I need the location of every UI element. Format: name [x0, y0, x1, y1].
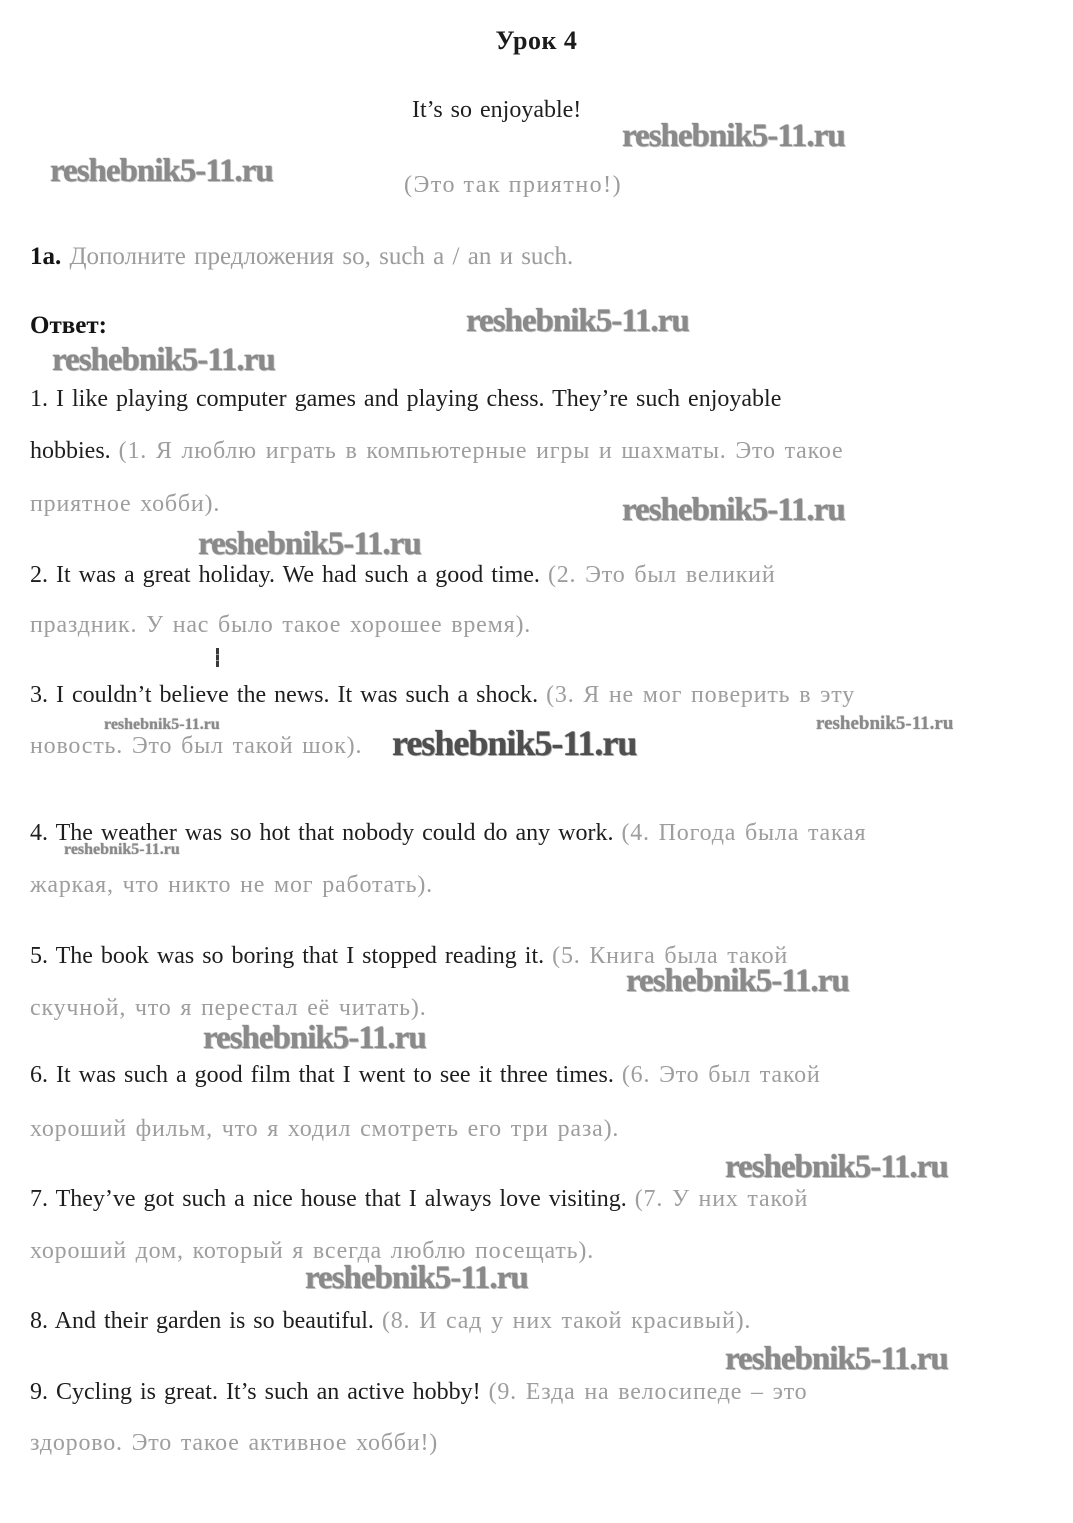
answer-item-6-line-2 [30, 1116, 619, 1143]
russian-translation: праздник. У нас было такое хорошее время). [30, 612, 532, 638]
answer-item-3-line-2 [30, 733, 362, 760]
task-instruction-text: Дополните предложения so, such a / an и such. [61, 243, 574, 270]
watermark: reshebnik5-11.ru [626, 963, 849, 999]
english-text: 3. I couldn’t believe the news. It was such a shock. [30, 682, 547, 708]
answer-item-9-line-1 [30, 1379, 807, 1406]
russian-translation: хороший фильм, что я ходил смотреть его три раза). [30, 1116, 620, 1142]
watermark: reshebnik5-11.ru [305, 1260, 528, 1296]
answer-item-9-line-2 [30, 1430, 438, 1457]
russian-translation: новость. Это был такой шок). [30, 733, 363, 759]
watermark: reshebnik5-11.ru [725, 1341, 948, 1377]
page-title: Урок 4 [495, 26, 578, 55]
task-instruction [30, 243, 573, 271]
russian-translation: (9. Езда на велосипеде – это [488, 1379, 808, 1405]
russian-translation: (8. И сад у них такой красивый). [381, 1308, 752, 1334]
english-text: 2. It was a great holiday. We had such a good time. [30, 562, 548, 588]
russian-translation: (2. Это был великий [547, 562, 776, 588]
task-number-label: 1a. [30, 243, 62, 270]
russian-translation: здорово. Это такое активное хобби!) [30, 1430, 439, 1456]
english-text: 1. I like playing computer games and playing chess. They’re such enjoyable [30, 386, 782, 412]
answer-item-7-line-1 [30, 1186, 808, 1213]
russian-translation: приятное хобби). [30, 491, 221, 517]
english-text: 8. And their garden is so beautiful. [30, 1308, 382, 1334]
watermark: reshebnik5-11.ru [64, 841, 180, 858]
watermark: reshebnik5-11.ru [50, 153, 273, 189]
english-text: 6. It was such a good film that I went to see it three times. [30, 1062, 622, 1088]
russian-translation: (5. Книга была такой [552, 943, 789, 969]
watermark: reshebnik5-11.ru [466, 303, 689, 339]
russian-translation: жаркая, что никто не мог работать). [30, 872, 433, 898]
answer-item-3-line-1 [30, 682, 855, 709]
watermark: reshebnik5-11.ru [622, 492, 845, 528]
russian-translation: (1. Я люблю играть в компьютерные игры и шахматы. Это такое [118, 438, 844, 464]
answer-item-4-line-2 [30, 872, 433, 899]
english-text: 4. The weather was so hot that nobody could do any work. [30, 820, 622, 846]
dashed-tick-mark [216, 648, 219, 667]
russian-translation: (7. У них такой [634, 1186, 809, 1212]
answer-item-5-line-2 [30, 995, 427, 1022]
answer-item-1-line-1 [30, 386, 781, 413]
watermark: reshebnik5-11.ru [392, 723, 637, 763]
watermark: reshebnik5-11.ru [198, 526, 421, 562]
watermark: reshebnik5-11.ru [816, 713, 954, 734]
answer-heading: Ответ: [30, 312, 107, 339]
russian-translation: хороший дом, который я всегда люблю посещать). [30, 1238, 595, 1264]
answer-item-2-line-1 [30, 562, 775, 589]
watermark: reshebnik5-11.ru [52, 342, 275, 378]
russian-translation: (4. Погода была такая [621, 820, 867, 846]
watermark: reshebnik5-11.ru [203, 1020, 426, 1056]
russian-translation: (6. Это был такой [621, 1062, 821, 1088]
answer-item-1-line-3 [30, 491, 220, 518]
lesson-subtitle-english: It’s so enjoyable! [412, 97, 582, 123]
english-text: hobbies. [30, 438, 119, 464]
lesson-subtitle-russian: (Это так приятно!) [404, 172, 623, 198]
watermark: reshebnik5-11.ru [622, 118, 845, 154]
watermark: reshebnik5-11.ru [104, 716, 220, 733]
russian-translation: скучной, что я перестал её читать). [30, 995, 427, 1021]
watermark: reshebnik5-11.ru [725, 1149, 948, 1185]
answer-item-6-line-1 [30, 1062, 821, 1089]
russian-translation: (3. Я не мог поверить в эту [546, 682, 856, 708]
answer-item-2-line-2 [30, 612, 531, 639]
english-text: 5. The book was so boring that I stopped reading it. [30, 943, 553, 969]
answer-item-1-line-2 [30, 438, 843, 465]
english-text: 7. They’ve got such a nice house that I always love visiting. [30, 1186, 635, 1212]
answer-item-8-line-1 [30, 1308, 751, 1335]
english-text: 9. Cycling is great. It’s such an active hobby! [30, 1379, 489, 1405]
